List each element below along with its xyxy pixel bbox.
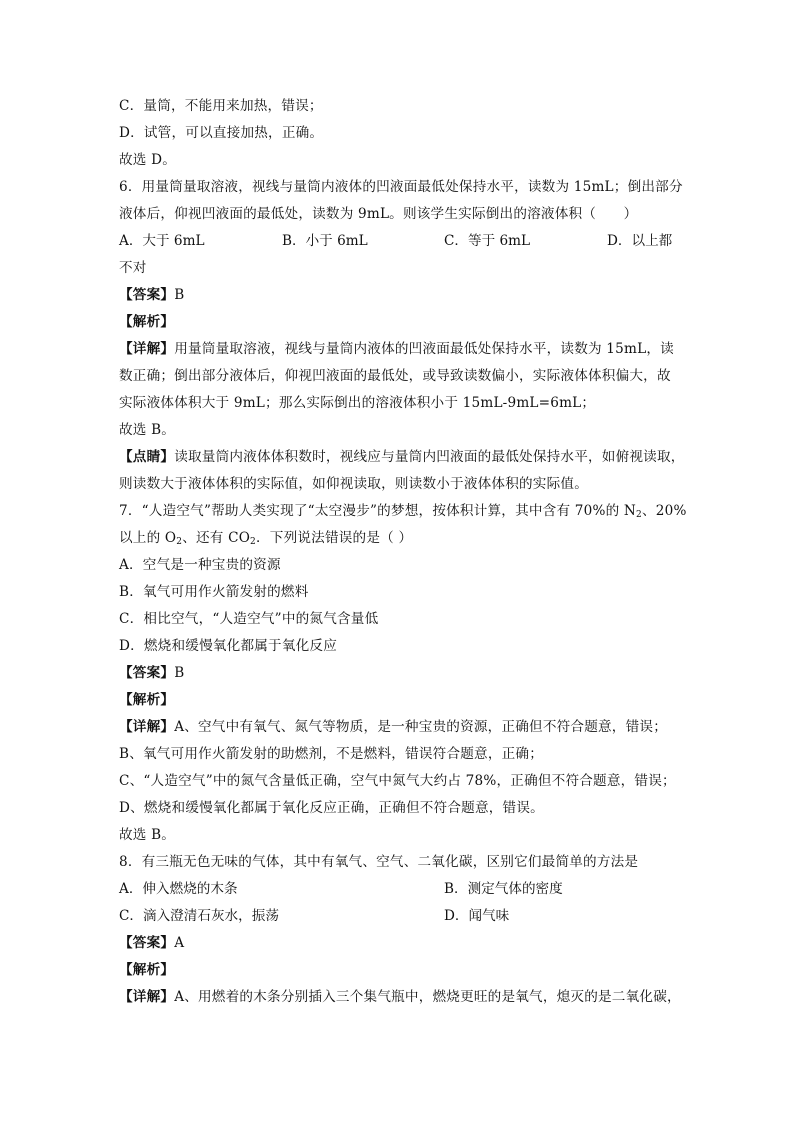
q6-option-d-cont: 不对 <box>119 260 147 276</box>
tip-6-text: 则读数大于液体体积的实际值，如仰视读取，则读数小于液体体积的实际值。 <box>119 476 588 492</box>
answer-tag: 【答案】 <box>119 665 175 681</box>
q8-option-c: C．滴入澄清石灰水，振荡 <box>119 908 279 924</box>
q7-option-a: A．空气是一种宝贵的资源 <box>119 557 281 573</box>
detail-7-text: D、燃烧和缓慢氧化都属于氧化反应正确，正确但不符合题意，错误。 <box>119 800 544 816</box>
detail-tag: 【详解】 <box>119 989 175 1005</box>
q6-option-b: B．小于 6mL <box>282 233 368 249</box>
detail-7-text: 故选 B。 <box>119 827 176 843</box>
question-8-stem: 8．有三瓶无色无味的气体，其中有氧气、空气、二氧化碳，区别它们最简单的方法是 <box>119 854 639 870</box>
q8-option-b: B．测定气体的密度 <box>444 881 563 897</box>
detail-6-text: 数正确；倒出部分液体后，仰视凹液面的最低处，或导致读数偏小，实际液体体积偏大，故 <box>119 368 671 384</box>
q7-text: 、还有 CO <box>182 530 251 546</box>
detail-6-text: 实际液体体积大于 9mL；那么实际倒出的溶液体积小于 15mL-9mL=6mL； <box>119 395 596 411</box>
q7-option-d: D．燃烧和缓慢氧化都属于氧化反应 <box>119 638 338 654</box>
detail-7-text: C、“人造空气”中的氮气含量低正确，空气中氮气大约占 78%，正确但不符合题意，错误； <box>119 773 676 789</box>
detail-7 <box>119 717 667 737</box>
detail-7-text: B、氧气可用作火箭发射的助燃剂，不是燃料，错误符合题意，正确； <box>119 746 543 762</box>
analysis-tag: 【解析】 <box>119 962 175 978</box>
q7-text: 7．“人造空气”帮助人类实现了“太空漫步”的梦想，按体积计算，其中含有 70%的 N <box>119 503 637 519</box>
tip-text: 读取量筒内液体体积数时，视线应与量筒内凹液面的最低处保持水平，如俯视读取， <box>174 449 685 465</box>
answer-value: A <box>174 935 185 951</box>
q6-option-d: D．以上都 <box>607 233 673 249</box>
detail-text: 用量筒量取溶液，视线与量筒内液体的凹液面最低处保持水平，读数为 15mL，读 <box>174 341 674 357</box>
detail-text: A、空气中有氧气、氮气等物质，是一种宝贵的资源，正确但不符合题意，错误； <box>174 719 667 735</box>
q6-option-c: C．等于 6mL <box>444 233 531 249</box>
text-line: 故选 D。 <box>119 152 177 168</box>
answer-tag: 【答案】 <box>119 935 175 951</box>
question-7-stem <box>119 501 687 521</box>
q6-option-a: A．大于 6mL <box>119 233 205 249</box>
answer-value: B <box>174 287 185 303</box>
q7-option-b: B．氧气可用作火箭发射的燃料 <box>119 584 309 600</box>
q8-option-d: D．闻气味 <box>444 908 510 924</box>
analysis-tag: 【解析】 <box>119 314 175 330</box>
tip-tag: 【点睛】 <box>119 449 175 465</box>
detail-6 <box>119 339 674 359</box>
text-line: C．量筒，不能用来加热，错误； <box>119 98 323 114</box>
analysis-tag: 【解析】 <box>119 692 175 708</box>
detail-text: A、用燃着的木条分别插入三个集气瓶中，燃烧更旺的是氧气，熄灭的是二氧化碳， <box>174 989 681 1005</box>
q7-text: ．下列说法错误的是（ ） <box>255 530 413 546</box>
detail-6-text: 故选 B。 <box>119 422 176 438</box>
answer-tag: 【答案】 <box>119 287 175 303</box>
detail-8 <box>119 987 681 1007</box>
answer-7 <box>119 663 184 683</box>
detail-tag: 【详解】 <box>119 719 175 735</box>
q8-option-a: A．伸入燃烧的木条 <box>119 881 238 897</box>
answer-6 <box>119 285 184 305</box>
answer-value: B <box>174 665 185 681</box>
detail-tag: 【详解】 <box>119 341 175 357</box>
q7-subscript: 2 <box>176 537 183 547</box>
q7-subscript: 2 <box>636 510 642 520</box>
q7-option-c: C．相比空气，“人造空气”中的氮气含量低 <box>119 611 379 627</box>
question-6-stem: 液体后，仰视凹液面的最低处，读数为 9mL。则该学生实际倒出的溶液体积（ ） <box>119 206 638 222</box>
q7-text: 、20% <box>641 503 687 519</box>
tip-6 <box>119 447 685 467</box>
q7-text: 以上的 O <box>119 530 177 546</box>
question-7-stem <box>119 528 412 548</box>
question-6-stem: 6．用量筒量取溶液，视线与量筒内液体的凹液面最低处保持水平，读数为 15mL；倒出部分 <box>119 179 683 195</box>
text-line: D．试管，可以直接加热，正确。 <box>119 125 324 141</box>
q7-subscript: 2 <box>250 537 256 547</box>
answer-8 <box>119 933 184 953</box>
